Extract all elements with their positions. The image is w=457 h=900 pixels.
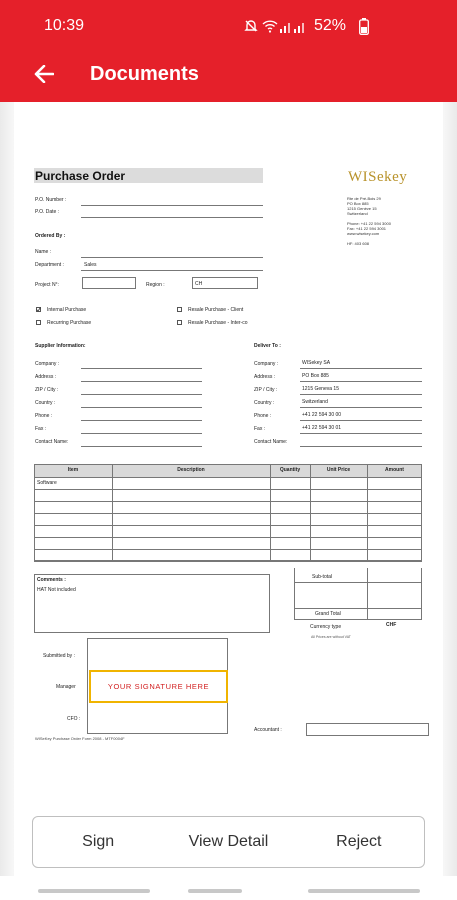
- reject-button[interactable]: Reject: [336, 833, 382, 850]
- supplier-field-line[interactable]: [81, 420, 202, 421]
- deliver-field-line[interactable]: [300, 394, 422, 395]
- deliver-field-line[interactable]: [300, 446, 422, 447]
- supplier-field-label: Address :: [35, 374, 57, 380]
- region-value: CH: [195, 281, 203, 287]
- name-field[interactable]: [81, 257, 263, 258]
- comments-heading: Comments :: [37, 577, 66, 583]
- page-title: Documents: [90, 63, 199, 85]
- address-line: www.wisekey.com: [347, 231, 380, 236]
- grand-total-field[interactable]: [367, 608, 422, 620]
- po-date-label: P.O. Date :: [35, 209, 60, 215]
- deliver-field-value: WISekey SA: [302, 360, 331, 366]
- table-row-divider: [34, 501, 422, 502]
- resale-interco-checkbox[interactable]: [177, 320, 182, 325]
- recurring-purchase-checkbox[interactable]: [36, 320, 41, 325]
- table-row-divider: [34, 537, 422, 538]
- table-row-divider: [34, 549, 422, 550]
- supplier-field-line[interactable]: [81, 394, 202, 395]
- address-line: PO Box 885: [347, 201, 369, 206]
- signature-placeholder-text: YOUR SIGNATURE HERE: [107, 682, 210, 691]
- department-value: Sales: [84, 262, 97, 268]
- company-address: [347, 196, 391, 246]
- sign-button[interactable]: Sign: [82, 833, 115, 850]
- supplier-field-line[interactable]: [81, 381, 202, 382]
- deliver-field-value: +41 22 594 30 01: [302, 425, 342, 431]
- manager-label: Manager: [56, 684, 76, 690]
- address-line: HF: 403 608: [347, 241, 370, 246]
- address-line: Switzerland: [347, 211, 368, 216]
- table-row-divider: [34, 513, 422, 514]
- supplier-field-label: Country :: [35, 400, 56, 406]
- supplier-heading: Supplier Information:: [35, 343, 86, 349]
- viewer-margin-left: [0, 102, 14, 900]
- status-bar: [0, 0, 457, 50]
- currency-label: Currency type: [310, 624, 342, 630]
- address-line: Phone: +41 22 594 3000: [347, 221, 391, 226]
- system-nav-bar: [0, 876, 457, 900]
- table-header-cell: Unit Price: [326, 467, 351, 473]
- deliver-field-value: +41 22 594 30 00: [302, 412, 342, 418]
- deliver-field-label: Company :: [254, 361, 279, 367]
- table-header-cell: Quantity: [279, 467, 301, 473]
- supplier-field-line[interactable]: [81, 368, 202, 369]
- deliver-field-line[interactable]: [300, 420, 422, 421]
- grand-total-label: Grand Total: [315, 611, 341, 617]
- po-number-field[interactable]: [81, 205, 263, 206]
- battery-icon: [359, 18, 369, 40]
- nav-recents-handle[interactable]: [38, 889, 150, 893]
- region-label: Region :: [146, 282, 165, 288]
- deliver-field-line[interactable]: [300, 433, 422, 434]
- department-field[interactable]: [81, 270, 263, 271]
- price-note: All Prices are without VAT: [311, 635, 351, 639]
- back-arrow-icon[interactable]: [34, 65, 54, 88]
- viewer-margin-right: [443, 102, 457, 900]
- mute-icon: [244, 19, 258, 38]
- resale-client-label: Resale Purchase - Client: [188, 307, 244, 313]
- name-label: Name :: [35, 249, 52, 255]
- address-line: Fax: +41 22 594 3001: [347, 226, 387, 231]
- po-number-label: P.O. Number :: [35, 197, 67, 203]
- document-preview[interactable]: [14, 102, 443, 812]
- deliver-field-label: Fax :: [254, 426, 266, 432]
- deliver-field-line[interactable]: [300, 407, 422, 408]
- table-cell: Software: [37, 480, 57, 486]
- project-label: Project N°:: [35, 282, 59, 288]
- deliver-field-line[interactable]: [300, 368, 422, 369]
- table-header-cell: Amount: [385, 467, 404, 473]
- supplier-field-label: Phone :: [35, 413, 53, 419]
- deliver-to-heading: Deliver To :: [254, 343, 281, 349]
- table-header-cell: Description: [177, 467, 205, 473]
- company-logo: WISekey: [348, 169, 408, 185]
- internal-purchase-label: Internal Purchase: [47, 307, 87, 313]
- action-bar: [32, 816, 425, 868]
- status-time: 10:39: [44, 17, 85, 34]
- supplier-field-line[interactable]: [81, 446, 202, 447]
- po-date-field[interactable]: [81, 217, 263, 218]
- accountant-label: Accountant :: [254, 727, 282, 733]
- app-bar: [0, 50, 457, 102]
- deliver-field-value: 1215 Geneva 15: [302, 386, 339, 392]
- resale-interco-label: Resale Purchase - Inter-co: [188, 320, 248, 326]
- deliver-field-label: Contact Name:: [254, 439, 288, 445]
- table-row-divider: [34, 489, 422, 490]
- battery-percent: 52%: [314, 17, 347, 34]
- currency-value: CHF: [386, 622, 397, 628]
- deliver-field-label: Phone :: [254, 413, 272, 419]
- deliver-field-label: Country :: [254, 400, 275, 406]
- form-footer: WISeKey Purchase Order Form 2008 - MTF0004F: [35, 736, 125, 741]
- document-title: Purchase Order: [35, 169, 126, 183]
- supplier-field-line[interactable]: [81, 407, 202, 408]
- nav-back-handle[interactable]: [308, 889, 420, 893]
- table-row-divider: [34, 477, 422, 478]
- deliver-field-value: Switzerland: [302, 399, 328, 405]
- wifi-icon: [262, 19, 278, 38]
- internal-purchase-checkbox[interactable]: [36, 307, 41, 312]
- comments-box[interactable]: [34, 574, 270, 633]
- address-line: 1215 Genève 15: [347, 206, 377, 211]
- deliver-field-value: PO Box 885: [302, 373, 329, 379]
- supplier-field-label: Fax :: [35, 426, 47, 432]
- cfo-label: CFO :: [67, 716, 81, 722]
- recurring-purchase-label: Recurring Purchase: [47, 320, 92, 326]
- table-row-divider: [34, 561, 422, 562]
- submitted-by-label: Submitted by :: [43, 653, 75, 659]
- resale-client-checkbox[interactable]: [177, 307, 182, 312]
- signature-placeholder[interactable]: [89, 670, 228, 703]
- table-row-divider: [34, 525, 422, 526]
- supplier-field-line[interactable]: [81, 433, 202, 434]
- comments-text: HAT Not included: [37, 587, 76, 593]
- accountant-field[interactable]: [306, 723, 429, 736]
- ordered-by-heading: Ordered By :: [35, 233, 66, 239]
- department-label: Department :: [35, 262, 64, 268]
- table-header-cell: Item: [67, 467, 79, 473]
- subtotal-label: Sub-total: [312, 574, 333, 580]
- deliver-field-line[interactable]: [300, 381, 422, 382]
- signal-icon: [280, 19, 308, 38]
- address-line: Rte de Pré-Bois 29: [347, 196, 381, 201]
- view-detail-button[interactable]: View Detail: [188, 833, 269, 850]
- deliver-field-label: ZIP / City :: [254, 387, 278, 393]
- project-field[interactable]: [82, 277, 136, 289]
- deliver-field-label: Address :: [254, 374, 276, 380]
- supplier-field-label: Contact Name:: [35, 439, 69, 445]
- nav-home-handle[interactable]: [188, 889, 242, 893]
- supplier-field-label: Company :: [35, 361, 60, 367]
- totals-row-line: [294, 582, 422, 583]
- supplier-field-label: ZIP / City :: [35, 387, 59, 393]
